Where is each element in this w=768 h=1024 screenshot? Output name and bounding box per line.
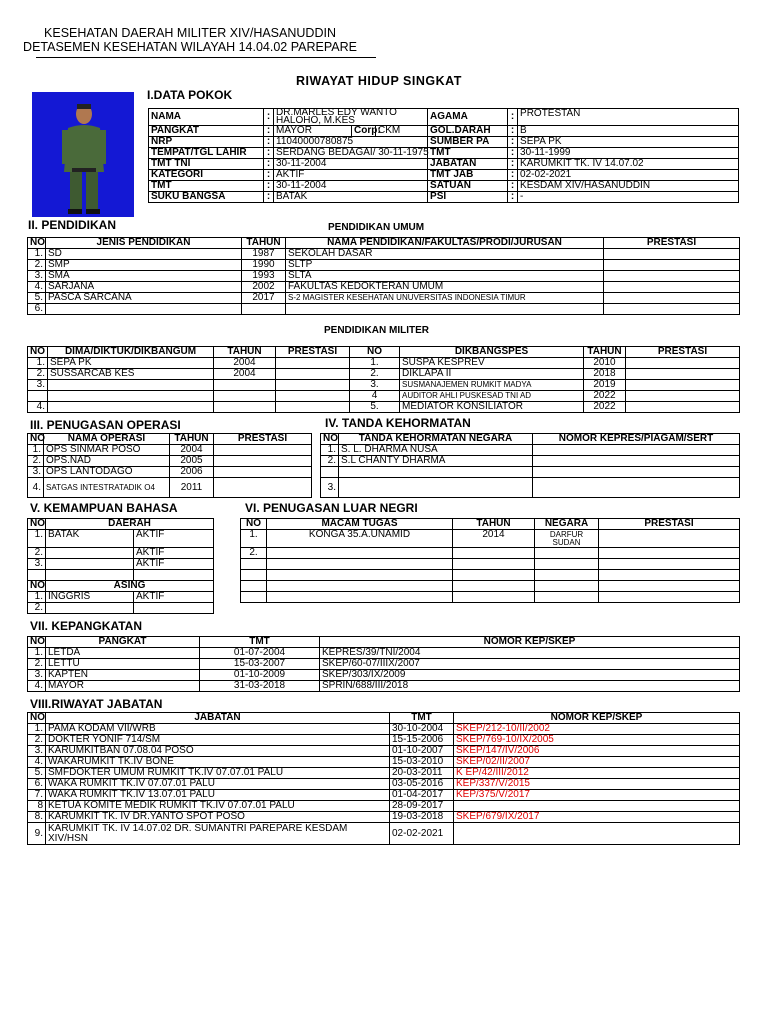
kepangkatan-table [27,636,740,692]
data-pokok-row-lahir: TEMPAT/TGL LAHIR : SERDANG BEDAGAI/ 30-11-1975 TMT : 30-11-1999 [149,148,739,159]
value-tmt: 30-11-1999 [518,148,739,159]
pendidikan-umum-title: PENDIDIKAN UMUM [328,222,425,233]
operasi-table [27,433,312,498]
table-row: 2. [241,548,740,559]
table-row: 1. PAMA KODAM VII/WRB 30-10-2004 SKEP/212-10/II/2002 [28,724,740,735]
bahasa-daerah-table [27,518,214,581]
label-tmt-jab: TMT JAB [428,170,508,181]
page-title: RIWAYAT HIDUP SINGKAT [296,74,462,88]
data-pokok-row-nrp: NRP : 11040000780875 SUMBER PA : SEPA PK [149,137,739,148]
soldier-photo-icon [32,92,134,217]
table-row: 2. OPS.NAD 2005 [28,456,312,467]
luar-negri-header-row: NO MACAM TUGAS TAHUN NEGARA PRESTASI [241,519,740,530]
value-tmt-tni: 30-11-2004 [274,159,428,170]
label-satuan: SATUAN [428,181,508,192]
pendidikan-militer-table [27,346,740,413]
table-row: 5. PASCA SARCANA 2017 S-2 MAGISTER KESEHATAN UNUVERSITAS INDONESIA TIMUR [28,293,740,304]
label-tmt-2: TMT [149,181,264,192]
table-row [241,570,740,581]
table-row: 2. DOKTER YONIF 714/SM 15-15-2006 SKEP/769-10/IX/2005 [28,735,740,746]
value-tmt-jab: 02-02-2021 [518,170,739,181]
table-row [28,570,214,581]
table-row: 2. S.L CHANTY DHARMA [321,456,740,467]
header-underline [36,57,376,58]
value-psi: - [518,192,739,203]
table-row: 3. AKTIF [28,559,214,570]
label-sumber-pa: SUMBER PA [428,137,508,148]
jabatan-heading: VIII.RIWAYAT JABATAN [30,697,163,711]
label-tmt: TMT [428,148,508,159]
table-row: 9. KARUMKIT TK. IV 14.07.02 DR. SUMANTRI PAREPARE KESDAM XIV/HSN 02-02-2021 [28,823,740,845]
table-row: 2. LETTU 15-03-2007 SKEP/60-07/IIIX/2007 [28,659,740,670]
table-row: 6. WAKA RUMKIT TK.IV 07.07.01 PALU 03-05-2016 KEP/337/V/2015 [28,779,740,790]
table-row: 1. LETDA 01-07-2004 KEPRES/39/TNI/2004 [28,648,740,659]
table-row: 8. KARUMKIT TK. IV DR.YANTO SPOT POSO 19-03-2018 SKEP/679/IX/2017 [28,812,740,823]
data-pokok-row-pangkat: PANGKAT : MAYOR Corp: CKM GOL.DARAH : B [149,126,739,137]
header-line-2: DETASEMEN KESEHATAN WILAYAH 14.04.02 PAREPARE [23,40,357,54]
value-suku-bangsa: BATAK [274,192,428,203]
pendidikan-militer-header-row: NO DIMA/DIKTUK/DIKBANGUM TAHUN PRESTASI NO DIKBANGSPES TAHUN PRESTASI [28,347,740,358]
pendidikan-heading: II. PENDIDIKAN [28,218,117,232]
label-jabatan: JABATAN [428,159,508,170]
profile-photo [32,92,134,217]
table-row [321,467,740,478]
label-tmt-tni: TMT TNI [149,159,264,170]
jabatan-header-row: NO JABATAN TMT NOMOR KEP/SKEP [28,713,740,724]
luar-negri-heading: VI. PENUGASAN LUAR NEGRI [245,501,418,515]
pendidikan-umum-header-row: NO JENIS PENDIDIKAN TAHUN NAMA PENDIDIKAN/FAKULTAS/PRODI/JURUSAN PRESTASI [28,238,740,249]
bahasa-asing-header-row: NO ASING [28,581,214,592]
bahasa-asing-table [27,580,214,614]
table-row: 1. SD 1987 SEKOLAH DASAR [28,249,740,260]
label-agama: AGAMA [428,109,508,126]
table-row: 1. INGGRIS AKTIF [28,592,214,603]
table-row: 4. 5. MEDIATOR KONSILIATOR 2022 [28,402,740,413]
table-row: 3. 3. SUSMANAJEMEN RUMKIT MADYA 2019 [28,380,740,391]
table-row: 3. SMA 1993 SLTA [28,271,740,282]
data-pokok-row-kategori: KATEGORI : AKTIF TMT JAB : 02-02-2021 [149,170,739,181]
bahasa-heading: V. KEMAMPUAN BAHASA [30,501,178,515]
label-nama: NAMA [149,109,264,126]
pendidikan-umum-table [27,237,740,315]
operasi-header-row: NO NAMA OPERASI TAHUN PRESTASI [28,434,312,445]
jabatan-table [27,712,740,845]
label-pangkat: PANGKAT [149,126,264,137]
label-suku-bangsa: SUKU BANGSA [149,192,264,203]
table-row: 4. SATGAS INTESTRATADIK O4 2011 [28,478,312,498]
value-tmt-2: 30-11-2004 [274,181,428,192]
label-corp: Corp: [352,126,376,137]
table-row: 2. SMP 1990 SLTP [28,260,740,271]
value-jabatan: KARUMKIT TK. IV 14.07.02 [518,159,739,170]
label-gol-darah: GOL.DARAH [428,126,508,137]
operasi-heading: III. PENUGASAN OPERASI [30,418,181,432]
table-row: 4 AUDITOR AHLI PUSKESAD TNI AD 2022 [28,391,740,402]
table-row: 2. AKTIF [28,548,214,559]
data-pokok-heading: I.DATA POKOK [147,88,233,102]
value-tempat-lahir: SERDANG BEDAGAI/ 30-11-1975 [274,148,428,159]
table-row: 4. SARJANA 2002 FAKULTAS KEDOKTERAN UMUM [28,282,740,293]
label-psi: PSI [428,192,508,203]
table-row: 3. KARUMKITBAN 07.08.04 POSO 01-10-2007 SKEP/147/IV/2006 [28,746,740,757]
table-row [241,559,740,570]
table-row: 3. [321,478,740,498]
table-row: 3. OPS LANTODAGO 2006 [28,467,312,478]
table-row: 1. KONGA 35.A.UNAMID 2014 DARFUR SUDAN [241,530,740,548]
table-row: 1. SEPA PK 2004 1. SUSPA KESPREV 2010 [28,358,740,369]
table-row: 2. [28,603,214,614]
table-row: 1. S. L. DHARMA NUSA [321,445,740,456]
value-corp: CKM [376,126,428,137]
label-tempat-lahir: TEMPAT/TGL LAHIR [149,148,264,159]
value-sumber-pa: SEPA PK [518,137,739,148]
table-row [241,592,740,603]
luar-negri-table [240,518,740,603]
table-row: 3. KAPTEN 01-10-2009 SKEP/303/IX/2009 [28,670,740,681]
kepangkatan-heading: VII. KEPANGKATAN [30,619,143,633]
data-pokok-row-tmt-tni: TMT TNI : 30-11-2004 JABATAN : KARUMKIT TK. IV 14.07.02 [149,159,739,170]
value-satuan: KESDAM XIV/HASANUDDIN [518,181,739,192]
kehormatan-header-row: NO TANDA KEHORMATAN NEGARA NOMOR KEPRES/PIAGAM/SERT [321,434,740,445]
value-agama: PROTESTAN [518,109,739,126]
value-pangkat: MAYOR [274,126,352,137]
table-row: 8 KETUA KOMITE MEDIK RUMKIT TK.IV 07.07.01 PALU 28-09-2017 [28,801,740,812]
table-row: 4. MAYOR 31-03-2018 SPRIN/688/III/2018 [28,681,740,692]
data-pokok-row-tmt: TMT : 30-11-2004 SATUAN : KESDAM XIV/HASANUDDIN [149,181,739,192]
value-nrp: 11040000780875 [274,137,428,148]
table-row: 1. OPS SINMAR POSO 2004 [28,445,312,456]
table-row: 2. SUSSARCAB KES 2004 2. DIKLAPA II 2018 [28,369,740,380]
value-gol-darah: B [518,126,739,137]
kehormatan-table [320,433,740,498]
kepangkatan-header-row: NO PANGKAT TMT NOMOR KEP/SKEP [28,637,740,648]
header-line-1: KESEHATAN DAERAH MILITER XIV/HASANUDDIN [44,26,336,40]
data-pokok-row-nama: NAMA : DR.MARLES EDY WANTO HALOHO, M.KES AGAMA : PROTESTAN [149,109,739,126]
label-kategori: KATEGORI [149,170,264,181]
data-pokok-row-suku: SUKU BANGSA : BATAK PSI : - [149,192,739,203]
table-row: 5. SMFDOKTER UMUM RUMKIT TK.IV 07.07.01 PALU 20-03-2011 K EP/42/III/2012 [28,768,740,779]
table-row: 6. [28,304,740,315]
data-pokok-table [148,108,739,203]
table-row [241,581,740,592]
bahasa-daerah-header-row: NO DAERAH [28,519,214,530]
pendidikan-militer-title: PENDIDIKAN MILITER [324,325,429,336]
table-row: 1. BATAK AKTIF [28,530,214,548]
table-row: 7. WAKA RUMKIT TK.IV 13.07.01 PALU 01-04-2017 KEP/375/V/2017 [28,790,740,801]
kehormatan-heading: IV. TANDA KEHORMATAN [325,416,471,430]
value-nama: DR.MARLES EDY WANTO HALOHO, M.KES [274,109,428,126]
value-kategori: AKTIF [274,170,428,181]
table-row: 4. WAKARUMKIT TK.IV BONE 15-03-2010 SKEP/02/II/2007 [28,757,740,768]
label-nrp: NRP [149,137,264,148]
